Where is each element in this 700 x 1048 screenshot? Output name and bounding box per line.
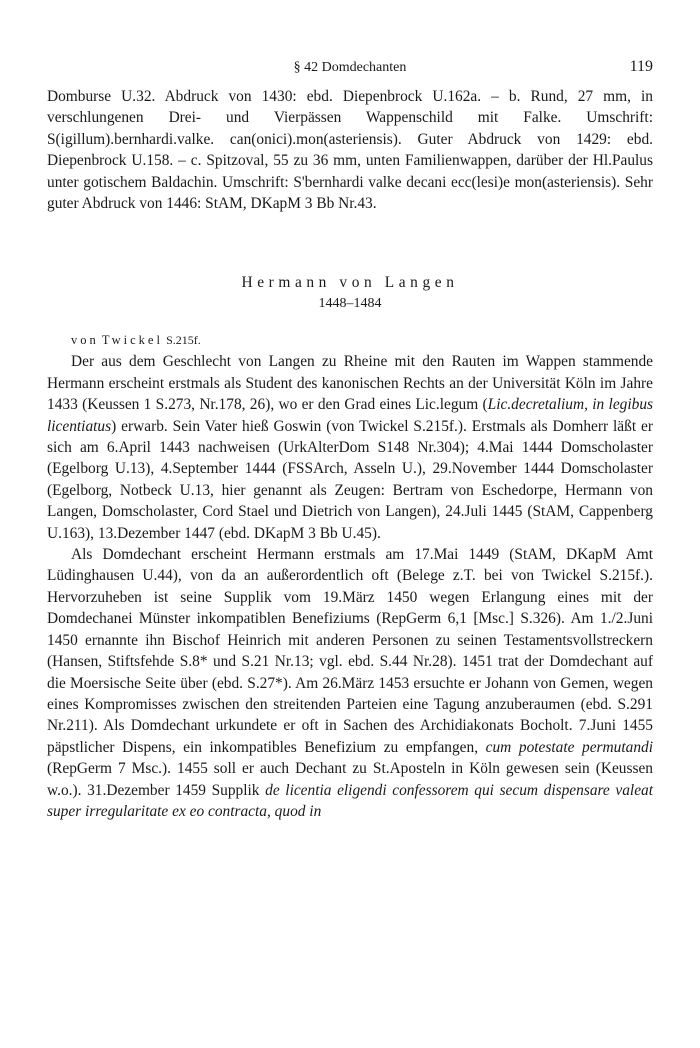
biography-paragraph-2	[47, 544, 653, 822]
paragraph-text: Als Domdechant erscheint Hermann erstmals am 17.Mai 1449 (StAM, DKapM Amt Lüdinghausen U.44), von da an außerordentlich oft (Belege z.T. bei von Twickel S.215f.). Hervorzuheben ist seine Supplik vom 19.März 1450 wegen Erlangung eines mit der Domdechanei Münster inkompatiblen Benefiziums (RepGerm 6,1 [Msc.] S.326). Am 1./2.Juni 1450 ernannte ihn Bischof Heinrich mit anderen Personen zu seinen Testamentsvollstreckern (Hansen, Stiftsfehde S.8* und S.21 Nr.13; vgl. ebd. S.44 Nr.28). 1451 trat der Domdechant auf die Moersische Seite über (ebd. S.27*). Am 26.März 1453 ersuchte er Johann von Gemen, wegen eines Kompromisses zwischen den streitenden Parteien eine Tagung anzuberaumen (ebd. S.291 Nr.211). Als Domdechant urkundete er oft in Sachen des Archidiakonats Bocholt. 7.Juni 1455 päpstlicher Dispens, ein inkompatibles Benefizium zu empfangen,	[47, 546, 653, 756]
literature-reference	[47, 330, 653, 351]
entry-heading: Hermann von Langen	[241, 274, 459, 291]
italic-term: cum potestate permutandi	[485, 738, 653, 756]
biography-paragraph-1	[47, 351, 653, 544]
page-number: 119	[629, 58, 653, 75]
paragraph-text: (RepGerm 7 Msc.). 1455 soll er auch Dechant zu St.Aposteln in Köln gewesen sein (Keussen w.o.). 31.Dezember 1459 Supplik	[47, 760, 653, 799]
running-title: § 42 Domdechanten	[293, 60, 407, 75]
literature-page: S.215f.	[166, 333, 201, 347]
literature-author: Twickel	[101, 333, 163, 347]
paragraph-text: Domburse U.32. Abdruck von 1430: ebd. Diepenbrock U.162a. – b. Rund, 27 mm, in verschlungenen Drei- und Vierpässen Wappenschild mit Falke. Umschrift: S(igillum).bernhardi.valke. can(onici).mon(asteriensis). Guter Abdruck von 1429: ebd. Diepenbrock U.158. – c. Spitzoval, 55 zu 36 mm, unten Familienwappen, darüber der Hl.Paulus unter gotischem Baldachin. Umschrift: S'bernhardi valke decani ecc(lesi)e mon(asteriensis). Sehr guter Abdruck von 1446: StAM, DKapM 3 Bb Nr.43.	[47, 88, 653, 213]
running-head	[47, 58, 653, 82]
paragraph-text: ) erwarb. Sein Vater hieß Goswin (von Twickel S.215f.). Erstmals als Domherr läßt er sich am 6.April 1443 nachweisen (UrkAlterDom S148 Nr.304); 4.Mai 1444 Domscholaster (Egelborg U.13), 4.September 1444 (FSSArch, Asseln U.), 29.November 1444 Domscholaster (Egelborg, Notbeck U.13, hier genannt als Zeugen: Bertram von Eschedorpe, Hermann von Langen, Domscholaster, Cord Stael und Dietrich von Langen), 24.Juli 1445 (StAM, Cappenberg U.163), 13.Dezember 1447 (ebd. DKapM 3 Bb U.45).	[47, 417, 653, 542]
paragraph-text: Der aus dem Geschlecht von Langen zu Rheine mit den Rauten im Wappen stammende Hermann erscheint erstmals als Student des kanonischen Rechts an der Universität Köln im Jahre 1433 (Keussen 1 S.273, Nr.178, 26), wo er den Grad eines Lic.legum (	[47, 353, 653, 414]
seal-description-paragraph	[47, 86, 653, 214]
entry-body	[47, 330, 653, 822]
literature-prefix: von	[71, 333, 99, 347]
entry-years: 1448–1484	[318, 296, 382, 311]
italic-term: Lic.decretalium, in legibus licentiatus	[47, 396, 654, 435]
italic-quote: de licentia eligendi confessorem qui secum dispensare valeat super irregularitate ex eo contracta, quod in	[47, 781, 653, 820]
